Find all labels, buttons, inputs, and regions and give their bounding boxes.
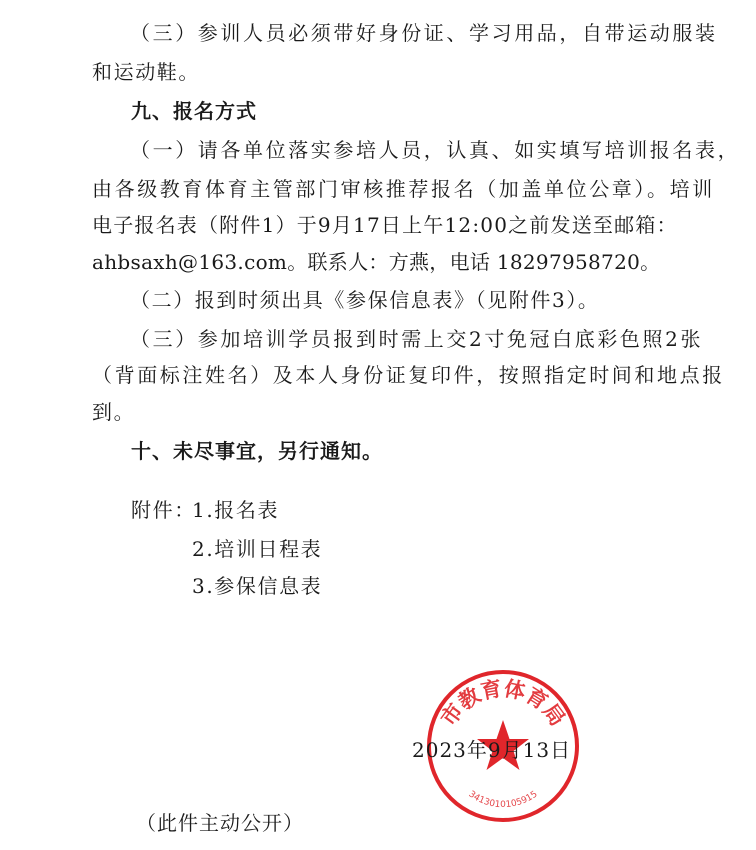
- section-9-heading: 九、报名方式: [131, 99, 257, 123]
- seal-text: 市教育体育局: [435, 675, 571, 731]
- item-3-line-1: （三）参加培训学员报到时需上交2寸免冠白底彩色照2张: [130, 327, 704, 351]
- attachment-1: 1.报名表: [192, 498, 280, 522]
- item-1-line-4: ahbsaxh@163.com。联系人：方燕，电话 18297958720。: [92, 250, 661, 274]
- paragraph-3-line-1: （三）参训人员必须带好身份证、学习用品，自带运动服装: [130, 21, 718, 45]
- item-2-line-1: （二）报到时须出具《参保信息表》（见附件3）。: [130, 288, 600, 312]
- item-1-line-2: 由各级教育体育主管部门审核推荐报名（加盖单位公章）。培训: [92, 177, 715, 201]
- attachment-3: 3.参保信息表: [192, 574, 323, 598]
- section-10-heading: 十、未尽事宜，另行通知。: [131, 439, 383, 463]
- attachment-2: 2.培训日程表: [192, 537, 323, 561]
- item-3-line-3: 到。: [92, 400, 136, 424]
- item-1-line-3: 电子报名表（附件1）于9月17日上午12:00之前发送至邮箱：: [92, 213, 678, 237]
- document-date: 2023年9月13日: [412, 738, 572, 762]
- seal-number: 3413010105915: [466, 789, 540, 811]
- footer-public-note: （此件主动公开）: [136, 811, 304, 835]
- item-1-line-1: （一）请各单位落实参培人员，认真、如实填写培训报名表，: [130, 138, 741, 162]
- item-3-line-2: （背面标注姓名）及本人身份证复印件，按照指定时间和地点报: [92, 363, 725, 387]
- paragraph-3-line-2: 和运动鞋。: [92, 60, 200, 84]
- attachment-label: 附件：: [131, 498, 196, 522]
